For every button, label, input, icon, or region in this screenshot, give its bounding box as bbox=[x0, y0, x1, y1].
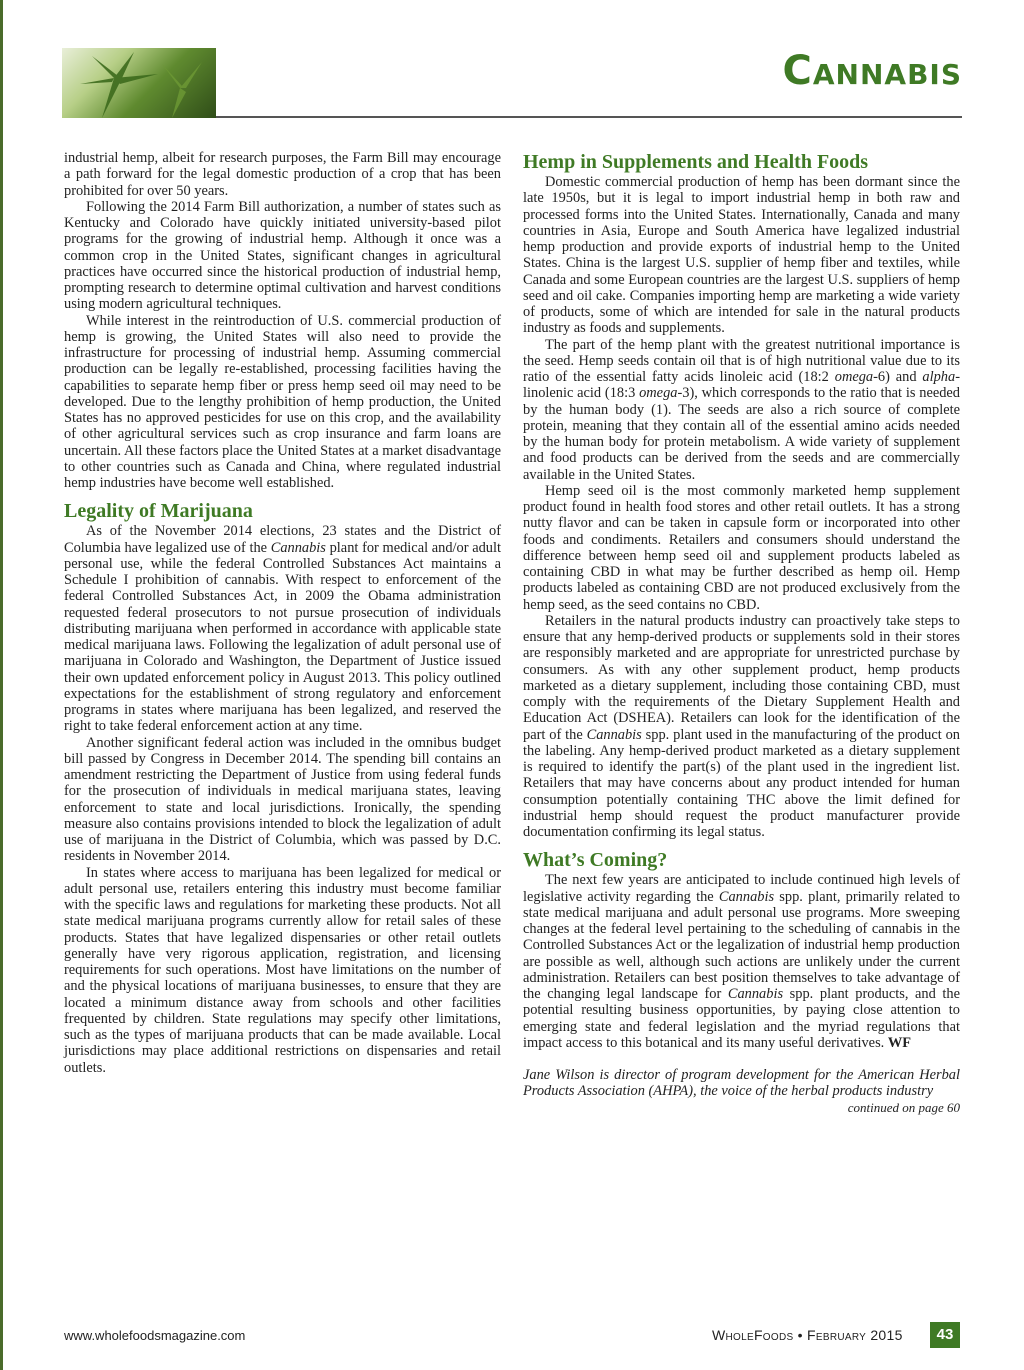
cannabis-leaf-image bbox=[62, 48, 216, 118]
continued-note: continued on page 60 bbox=[847, 1099, 960, 1115]
heading-legality: Legality of Marijuana bbox=[64, 500, 253, 523]
paragraph: Hemp seed oil is the most commonly marketed hemp supplement product found in health food stores and other retail outlets. It has a strong nutty flavor and can be taken in capsule form or incorporated into other foods and condiments. Retailers and consumers should understand the difference between hemp seed oil and supplement products labeled as containing CBD in what may be further described as hemp oil. Hemp products labeled as containing CBD are not produced exclusively from the hemp seed, as the seed contains no CBD. bbox=[523, 482, 960, 613]
paragraph: industrial hemp, albeit for research purposes, the Farm Bill may encourage a path forward for the legal domestic production of a crop that has been prohibited for over 50 years. bbox=[64, 150, 501, 199]
paragraph: Retailers in the natural products industry can proactively take steps to ensure that any hemp-derived products or supplements sold in their stores are responsibly marketed and are appropriate for unrestricted purchase by consumers. As with any other supplement product, hemp products marketed as a dietary supplement, including those containing CBD, must comply with the requirements of the Dietary Supplement Health and Education Act (DSHEA). Retailers can look for the identification of the part of the Cannabis spp. plant used in the manufacturing of the product on the labeling. Any hemp-derived product marketed as a dietary supplement is required to identify the part(s) of the plant used in the ingredient list. Retailers that may have concerns about any product intended for human consumption potentially containing THC above the limit defined for industrial hemp should request the product manufacturer provide documentation confirming its legal status. bbox=[523, 612, 961, 840]
paragraph: The part of the hemp plant with the greatest nutritional importance is the seed. Hemp seeds contain oil that is of high nutritional value due to its ratio of the essential fatty acids linoleic acid (18:2 omega-6) and alpha-linolenic acid (18:3 omega-3), which corresponds to the ratio that is needed by the human body (1). The seeds are also a rich source of complete protein, meaning that they contain all of the essential amino acids needed by the human body for protein metabolism. A wide variety of supplement and food products can be derived from the seeds and are commercially available in the United States. bbox=[523, 336, 960, 483]
right-column bbox=[523, 150, 960, 1116]
paragraph: In states where access to marijuana has been legalized for medical or adult personal use, retailers entering this industry must become familiar with the specific laws and regulations for marketing these products. Not all state medical marijuana programs currently allow for retail sales of these products. States that have legalized dispensaries or other retail outlets generally have very rigorous application, registration, and licensing requirements for such operations. Most have limitations on the number of and the physical locations of marijuana businesses, to ensure that they are located a minimum distance away from schools and other facilities frequented by children. State regulations may specify other limitations, such as the types of marijuana products that can be made available. Local jurisdictions may place additional restrictions on dispensaries and retail outlets. bbox=[64, 864, 501, 1076]
paragraph: Another significant federal action was included in the omnibus budget bill passed by Congress in December 2014. The spending bill contains an amendment restricting the Department of Justice from using federal funds for the prosecution of individuals in medical marijuana states, leaving enforcement to state and local jurisdictions. Ironically, the spending measure also contains provisions intended to block the legalization of adult use of marijuana in the District of Columbia, which was passed by D.C. residents in November 2014. bbox=[64, 734, 501, 865]
left-column bbox=[64, 150, 501, 1076]
paragraph: As of the November 2014 elections, 23 states and the District of Columbia have legalized use of the Cannabis plant for medical and/or adult personal use, while the federal Controlled Substances Act maintains a Schedule I prohibition of cannabis. With respect to enforcement of the federal Controlled Substances Act, in 2009 the Obama administration requested federal prosecutors to not pursue prosecution of individuals distributing marijuana when performed in accordance with applicable state medical marijuana laws. Following the legalization of adult personal use of marijuana in Colorado and Washington, the Department of Justice issued their own updated enforcement policy in August 2013. This policy outlined expectations for the establishment of strong regulatory and enforcement programs in states where marijuana has been legalized, and reserved the right to take federal enforcement action at any time. bbox=[64, 523, 501, 735]
footer-url[interactable]: www.wholefoodsmagazine.com bbox=[64, 1328, 246, 1343]
paragraph: While interest in the reintroduction of U.S. commercial production of hemp is growing, the United States will also need to provide the infrastructure for processing of industrial hemp. Assuming commercial production can be legally re-established, processing facilities having the capabilities to separate hemp fiber or press hemp seed oil may need to be developed. Due to the lengthy prohibition of hemp production, the United States has no approved pesticides for use on this crop, and the availability of other agricultural services such as crop insurance and farm loans are uncertain. All these factors place the United States at a market disadvantage to other countries such as Canada and China, where regulated industrial hemp industries have become well established. bbox=[64, 312, 501, 491]
page-number: 43 bbox=[930, 1322, 960, 1348]
paragraph: Domestic commercial production of hemp has been dormant since the late 1950s, but it is legal to import industrial hemp in both raw and processed forms into the United States. Internationally, Canada and many countries in Asia, Europe and South America have legalized industrial hemp production and provide exports of industrial hemp to the United States. China is the largest U.S. supplier of hemp fiber and textiles, while Canada and some European countries are the largest U.S. suppliers of hemp seed and oil cake. Companies importing hemp are marketing a wide variety of products, some of which are intended for sale in the natural products industry as foods and supplements. bbox=[523, 174, 960, 337]
paragraph: The next few years are anticipated to include continued high levels of legislative activity regarding the Cannabis spp. plant, primarily related to state medical marijuana and adult personal use programs. More sweeping changes at the federal level pertaining to the scheduling of cannabis in the Controlled Substances Act or the legalization of industrial hemp production are possible as well, although such actions are unlikely under the current administration. Retailers can best position themselves to take advantage of the changing legal landscape for Cannabis spp. plant products, and the potential resulting business opportunities, by paying close attention to emerging state and federal legislation and the myriad regulations that impact access to this botanical and its many useful derivatives. WF bbox=[523, 872, 960, 1051]
heading-whats-coming: What’s Coming? bbox=[523, 849, 668, 872]
end-mark: WF bbox=[887, 1034, 912, 1051]
page-edge-border bbox=[0, 0, 3, 1370]
paragraph: Following the 2014 Farm Bill authorization, a number of states such as Kentucky and Colorado have quickly initiated university-based pilot programs for the growing of industrial hemp. Although it once was a common crop in the United States, significant changes in agricultural practices have occurred since the historical production of industrial hemp, prompting research to determine optimal cultivation and harvest conditions using modern agricultural techniques. bbox=[64, 198, 501, 313]
header-rule bbox=[216, 116, 962, 118]
author-bio: Jane Wilson is director of program development for the American Herbal Products Association (AHPA), the voice of the herbal products industry bbox=[523, 1067, 960, 1100]
heading-hemp-supplements: Hemp in Supplements and Health Foods bbox=[523, 151, 869, 173]
cannabis-leaf-icon bbox=[62, 48, 216, 118]
footer-magazine-issue: WholeFoods • February 2015 bbox=[712, 1327, 903, 1343]
section-title: Cannabis bbox=[782, 48, 962, 94]
